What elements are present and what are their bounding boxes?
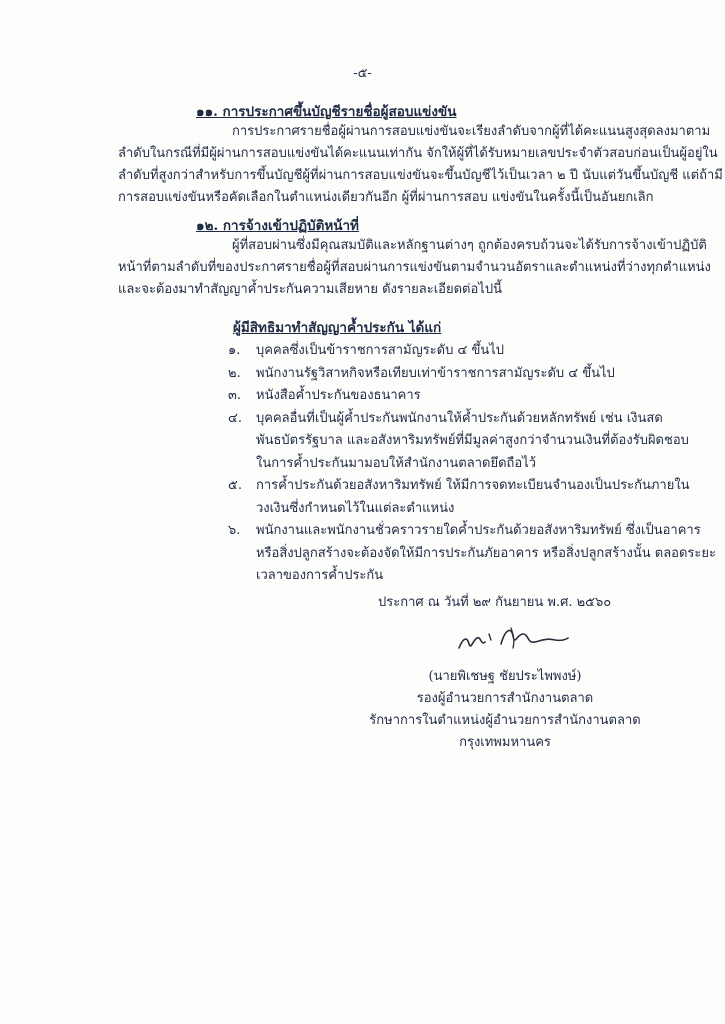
list-item <box>228 475 690 520</box>
section-12-body <box>118 235 711 301</box>
list-item-text: การค้ำประกันด้วยอสังหาริมทรัพย์ ให้มีการจดทะเบียนจำนองเป็นประกันภายใน <box>256 478 690 493</box>
list-item-number: ๔. <box>228 410 242 426</box>
signatory-organization: กรุงเทพมหานคร <box>459 735 551 750</box>
section-11-body <box>118 121 723 209</box>
list-item-text: ในการค้ำประกันมามอบให้สำนักงานตลาดยึดถือไว้ <box>256 455 537 471</box>
section-12-line: หน้าที่ตามลำดับที่ของประกาศรายชื่อผู้ที่สอบผ่านการแข่งขันตามจำนวนอัตราและตำแหน่งที่ว่างทุกตำแหน่ง <box>118 260 711 275</box>
list-item <box>228 408 689 476</box>
signature-block <box>340 666 670 754</box>
list-item <box>228 363 648 386</box>
section-11-line: การสอบแข่งขันหรือคัดเลือกในตำแหน่งเดียวกันอีก ผู้ที่ผ่านการสอบ แข่งขันในครั้งนี้เป็นอันยกเลิก <box>118 190 654 205</box>
handwritten-signature <box>455 620 570 660</box>
list-item-text: หนังสือค้ำประกันของธนาคาร <box>256 388 421 403</box>
announcement-date: ประกาศ ณ วันที่ ๒๙ กันยายน พ.ศ. ๒๕๖๐ <box>378 595 612 610</box>
list-item <box>228 520 716 588</box>
list-item-text: พนักงานและพนักงานชั่วคราวรายใดค้ำประกันด้วยอสังหาริมทรัพย์ ซึ่งเป็นอาคาร <box>256 523 701 538</box>
section-12-line: และจะต้องมาทำสัญญาค้ำประกันความเสียหาย ดังรายละเอียดต่อไปนี้ <box>118 282 502 297</box>
list-item-text: พนักงานรัฐวิสาหกิจหรือเทียบเท่าข้าราชการสามัญระดับ ๔ ขึ้นไป <box>256 365 615 381</box>
list-item-number: ๒. <box>228 365 241 381</box>
list-item-text: วงเงินซึ่งกำหนดไว้ในแต่ละตำแหน่ง <box>256 500 455 516</box>
section-11-line: ลำดับที่สูงกว่าสำหรับการขึ้นบัญชีผู้ที่ผ่านการสอบแข่งขันจะขึ้นบัญชีไว้เป็นเวลา ๒ ปี นับแต่วันขึ้นบัญชี แต่ถ้ามี <box>118 168 723 183</box>
section-12-heading: ๑๒. การจ้างเข้าปฏิบัติหน้าที่ <box>196 218 359 234</box>
section-11-line: การประกาศรายชื่อผู้ผ่านการสอบแข่งขันจะเรียงลำดับจากผู้ที่ได้คะแนนสูงสุดลงมาตาม <box>232 124 711 139</box>
signatory-name: (นายพิเชษฐ ชัยประไพพงษ์) <box>428 669 582 684</box>
list-item-text: บุคคลอื่นที่เป็นผู้ค้ำประกันพนักงานให้ค้ำประกันด้วยหลักทรัพย์ เช่น เงินสด <box>256 410 663 426</box>
guarantors-list <box>228 340 716 588</box>
signatory-position: รองผู้อำนวยการสำนักงานตลาด <box>416 691 594 706</box>
list-item-number: ๖. <box>228 523 241 538</box>
list-item <box>228 385 648 408</box>
list-item-number: ๑. <box>228 343 241 358</box>
list-item-text: พันธบัตรรัฐบาล และอสังหาริมทรัพย์ที่มีมูลค่าสูงกว่าจำนวนเงินที่ต้องรับผิดชอบ <box>256 433 689 448</box>
list-item-text: เวลาของการค้ำประกัน <box>256 568 384 583</box>
section-11-line: ลำดับในกรณีที่มีผู้ผ่านการสอบแข่งขันได้คะแนนเท่ากัน จักให้ผู้ที่ได้รับหมายเลขประจำตัวสอบก่อนเป็นผู้อยู่ใน <box>118 146 718 161</box>
section-11-heading: ๑๑. การประกาศขึ้นบัญชีรายชื่อผู้สอบแข่งขัน <box>196 104 457 120</box>
page-number: -๕- <box>353 66 372 81</box>
list-item-text: หรือสิ่งปลูกสร้างจะต้องจัดให้มีการประกันภัยอาคาร หรือสิ่งปลูกสร้างนั้น ตลอดระยะ <box>256 545 716 561</box>
guarantors-heading: ผู้มีสิทธิมาทำสัญญาค้ำประกัน ได้แก่ <box>233 320 442 336</box>
section-12-line: ผู้ที่สอบผ่านซึ่งมีคุณสมบัติและหลักฐานต่างๆ ถูกต้องครบถ้วนจะได้รับการจ้างเข้าปฏิบัติ <box>232 238 707 253</box>
list-item-text: บุคคลซึ่งเป็นข้าราชการสามัญระดับ ๔ ขึ้นไป <box>256 343 505 358</box>
list-item <box>228 340 648 363</box>
list-item-number: ๕. <box>228 478 242 493</box>
list-item-number: ๓. <box>228 388 242 403</box>
signatory-acting-position: รักษาการในตำแหน่งผู้อำนวยการสำนักงานตลาด <box>369 713 641 728</box>
